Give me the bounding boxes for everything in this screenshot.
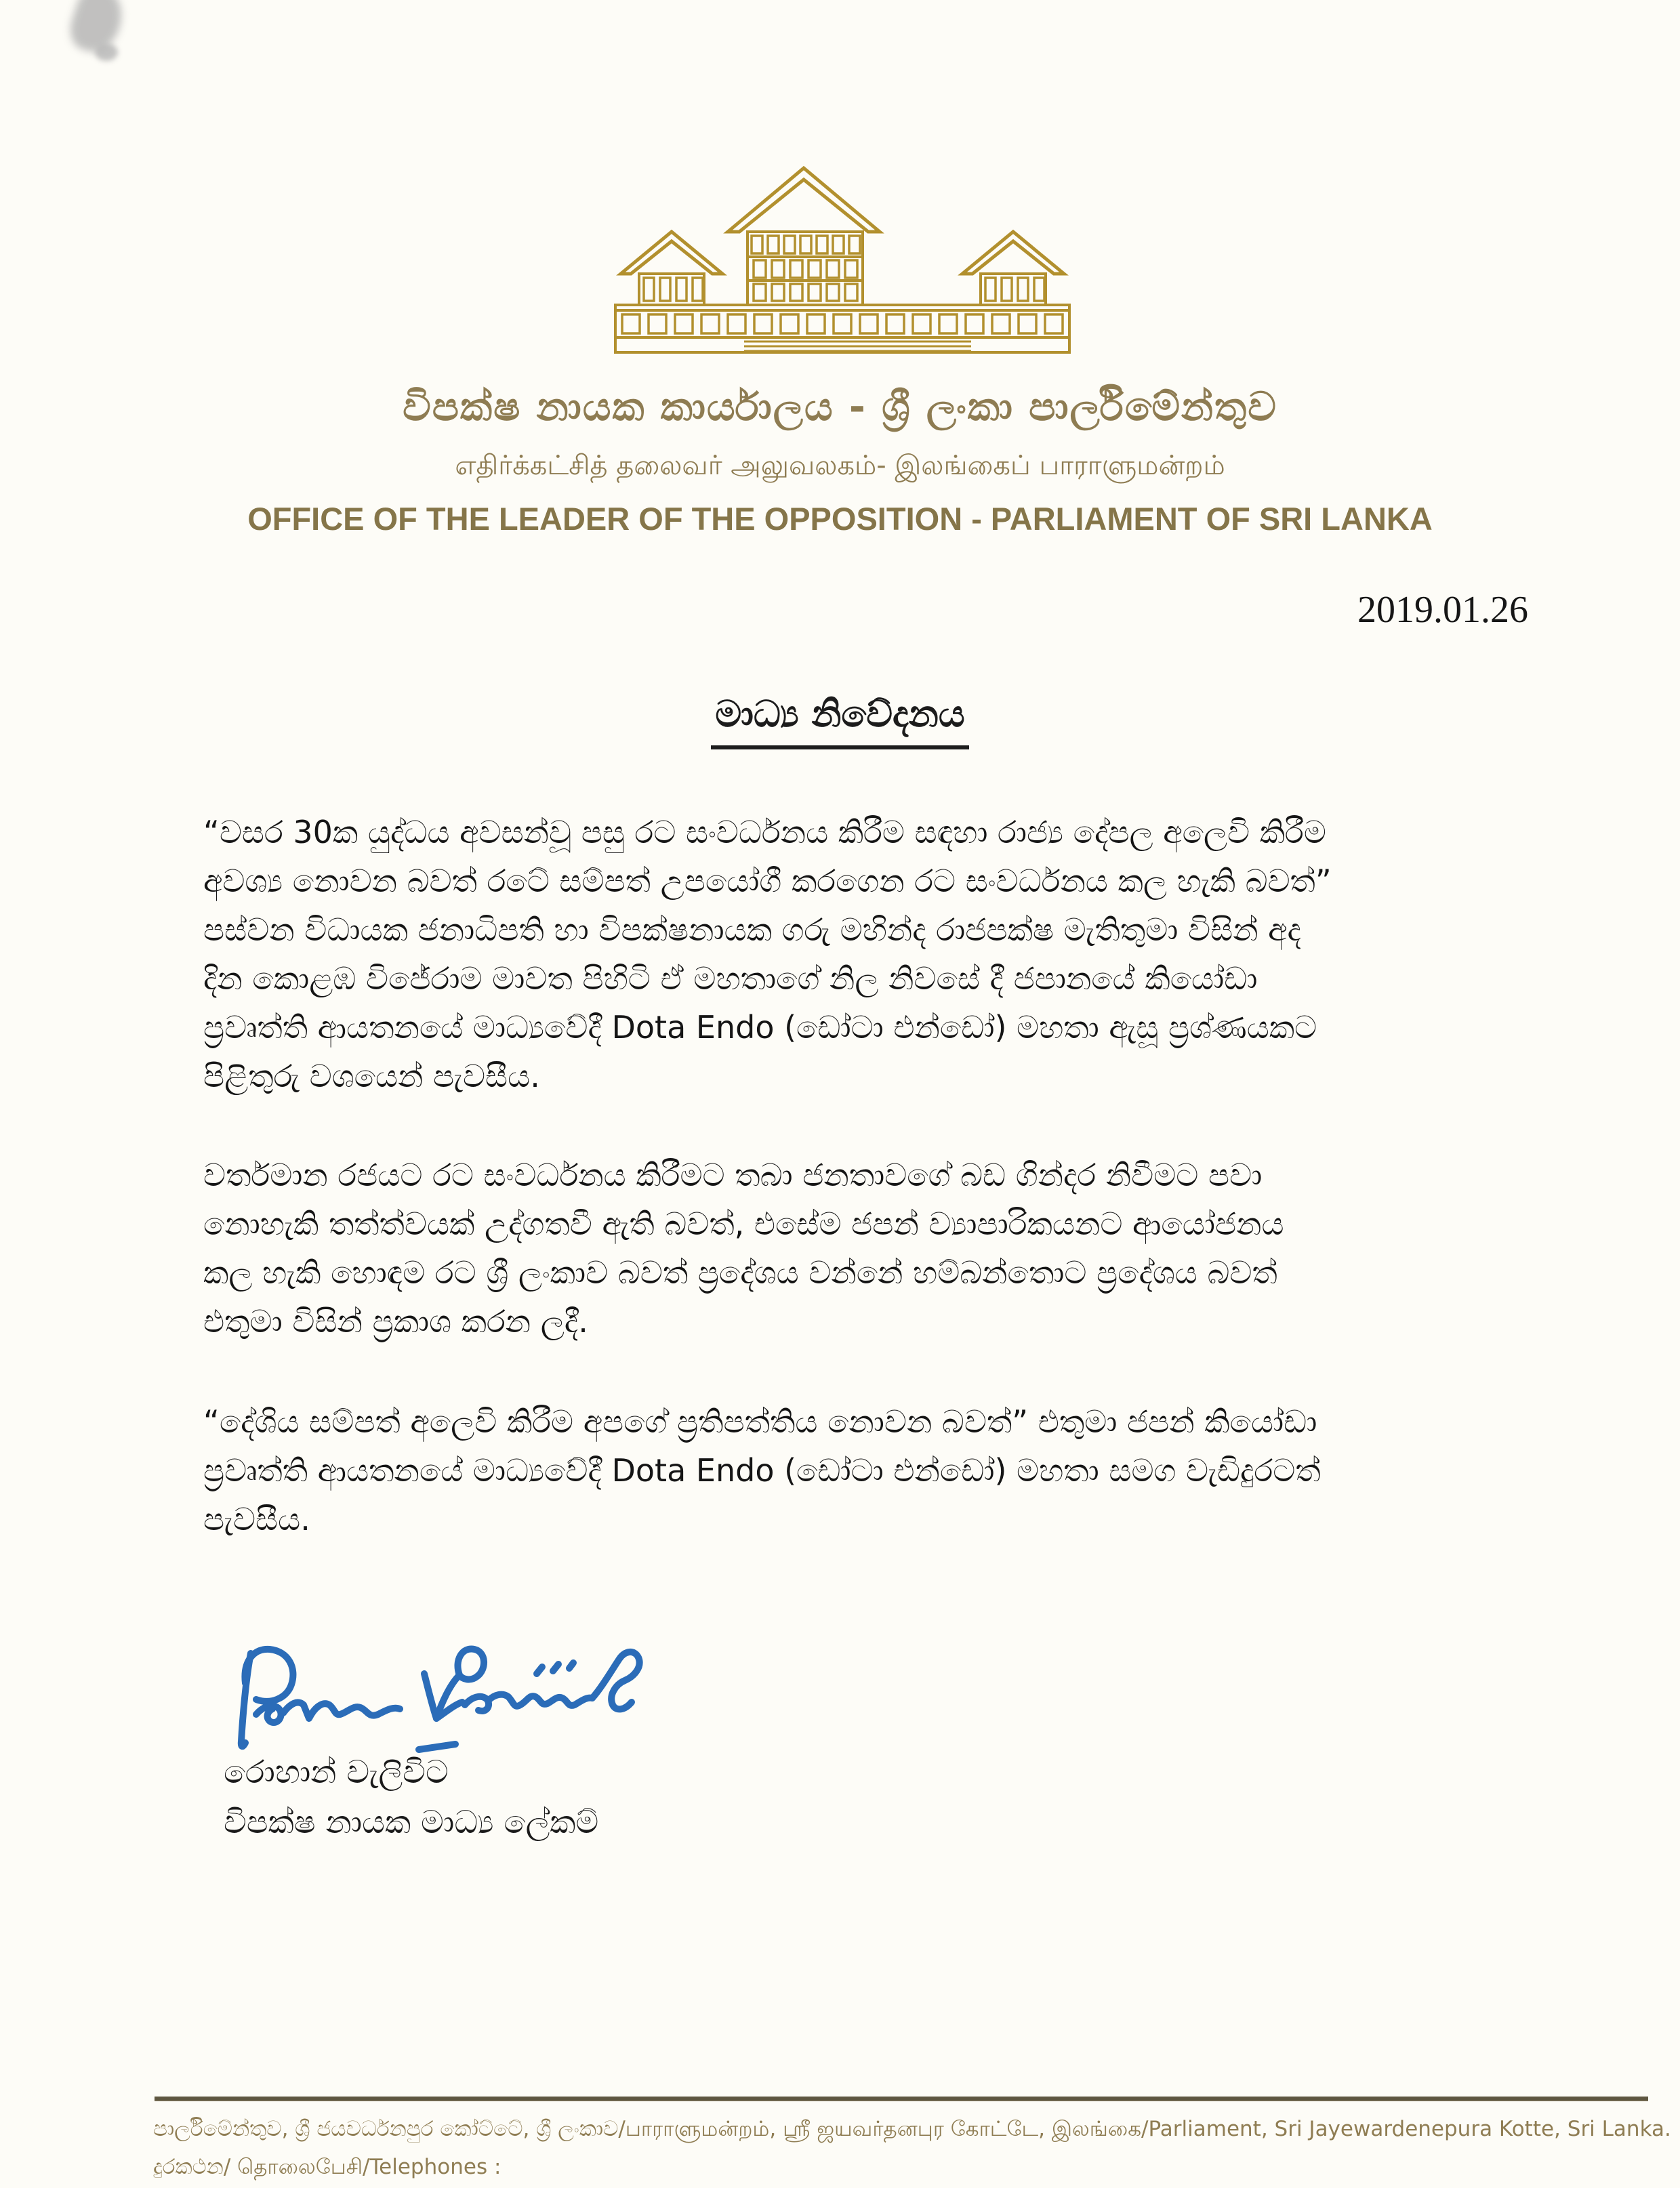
signatory-name: රොහාන් වැලිවිට: [224, 1754, 449, 1791]
body-paragraph-1: [203, 808, 1559, 1100]
body-line: “වසර 30ක යුද්ධය අවසන්වූ පසු රට සංවර්ධනය කිරීම සඳහා රාජ්‍ය දේපල අලෙවි කිරීම: [203, 814, 1326, 850]
signatory-title: විපක්ෂ නායක මාධ්‍ය ලේකම්: [224, 1804, 599, 1841]
body-line: පස්වන විධායක ජනාධිපති හා විපක්ෂනායක ගරු මහින්ද රාජපක්ෂ මැතිතුමා විසින් අද: [203, 911, 1301, 948]
letterhead-title-english: OFFICE OF THE LEADER OF THE OPPOSITION - PARLIAMENT OF SRI LANKA: [247, 501, 1433, 537]
body-line: දින කොළඹ විජේරාම මාවත පිහිටි ඒ මහතාගේ නිල නිවසේ දී ජපානයේ කියෝඩා: [203, 960, 1258, 997]
body-line: වර්තමාන රජයට රට සංවර්ධනය කිරීමට තබා ජනතාවගේ බඩ ගින්දර නිවීමට පවා: [203, 1157, 1263, 1193]
body-paragraph-3: [203, 1397, 1559, 1544]
body-line: පැවසීය.: [203, 1501, 310, 1537]
document-date: 2019.01.26: [1357, 589, 1528, 631]
body-line: ප්‍රවෘත්ති ආයතනයේ මාධ්‍යවේදී Dota Endo (ඩෝටා එන්ඩෝ) මහතා සමග වැඩිදුරටත්: [203, 1452, 1321, 1489]
letterhead-title-tamil: எதிர்க்கட்சித் தலைவர் அலுவலகம்- இலங்கைப் பாராளுமன்றம்: [455, 450, 1225, 481]
press-release-heading-wrap: [0, 693, 1680, 749]
letterhead-title-sinhala: විපක්ෂ නායක කාර්යාලය - ශ්‍රී ලංකා පාර්ලිමේන්තුව: [403, 384, 1277, 430]
footer-telephones-label: දුරකථන/ தொலைபேசி/Telephones :: [153, 2155, 501, 2179]
footer-divider: [155, 2097, 1648, 2101]
body-line: පිළිතුරු වශයෙන් පැවසීය.: [203, 1058, 540, 1094]
body-line: නොහැකි තත්ත්වයක් උද්ගතවී ඇති බවත්, එසේම ජපන් ව්‍යාපාරිකයනට ආයෝජනය: [203, 1205, 1284, 1242]
scan-smudge-artifact: [95, 43, 118, 61]
body-line: අවශ්‍ය නොවන බවත් රටේ සම්පත් උපයෝගී කරගෙන රට සංවර්ධනය කල හැකි බවත්”: [203, 863, 1332, 899]
body-line: එතුමා විසින් ප්‍රකාශ කරන ලදී.: [203, 1303, 588, 1340]
press-release-heading: මාධ්‍ය නිවේදනය: [711, 693, 968, 749]
body-line: කල හැකි හොඳම රට ශ්‍රී ලංකාව බවත් ප්‍රදේශය වන්නේ හම්බන්තොට ප්‍රදේශය බවත්: [203, 1254, 1277, 1291]
body-paragraph-2: [203, 1151, 1559, 1346]
body-line: ප්‍රවෘත්ති ආයතනයේ මාධ්‍යවේදී Dota Endo (ඩෝටා එන්ඩෝ) මහතා ඇසූ ප්‍රශ්ණයකට: [203, 1009, 1317, 1046]
body-line: “දේශිය සම්පත් අලෙවි කිරීම අපගේ ප්‍රතිපත්තිය නොවන බවත්” එතුමා ජපන් කියෝඩා: [203, 1403, 1317, 1440]
parliament-building-logo: [602, 157, 1084, 360]
signature-handwritten: [216, 1636, 683, 1764]
footer-address: පාර්ලිමේන්තුව, ශ්‍රී ජයවර්ධනපුර කෝට්ටේ, ශ්‍රී ලංකාව/பாராளுமன்றம், ஸ்ரீ ஜயவர்தனபுர கோட்டே, இலங்கை/Parliament, Sri Jayewardenepura Kotte, Sri Lanka.: [153, 2117, 1671, 2141]
